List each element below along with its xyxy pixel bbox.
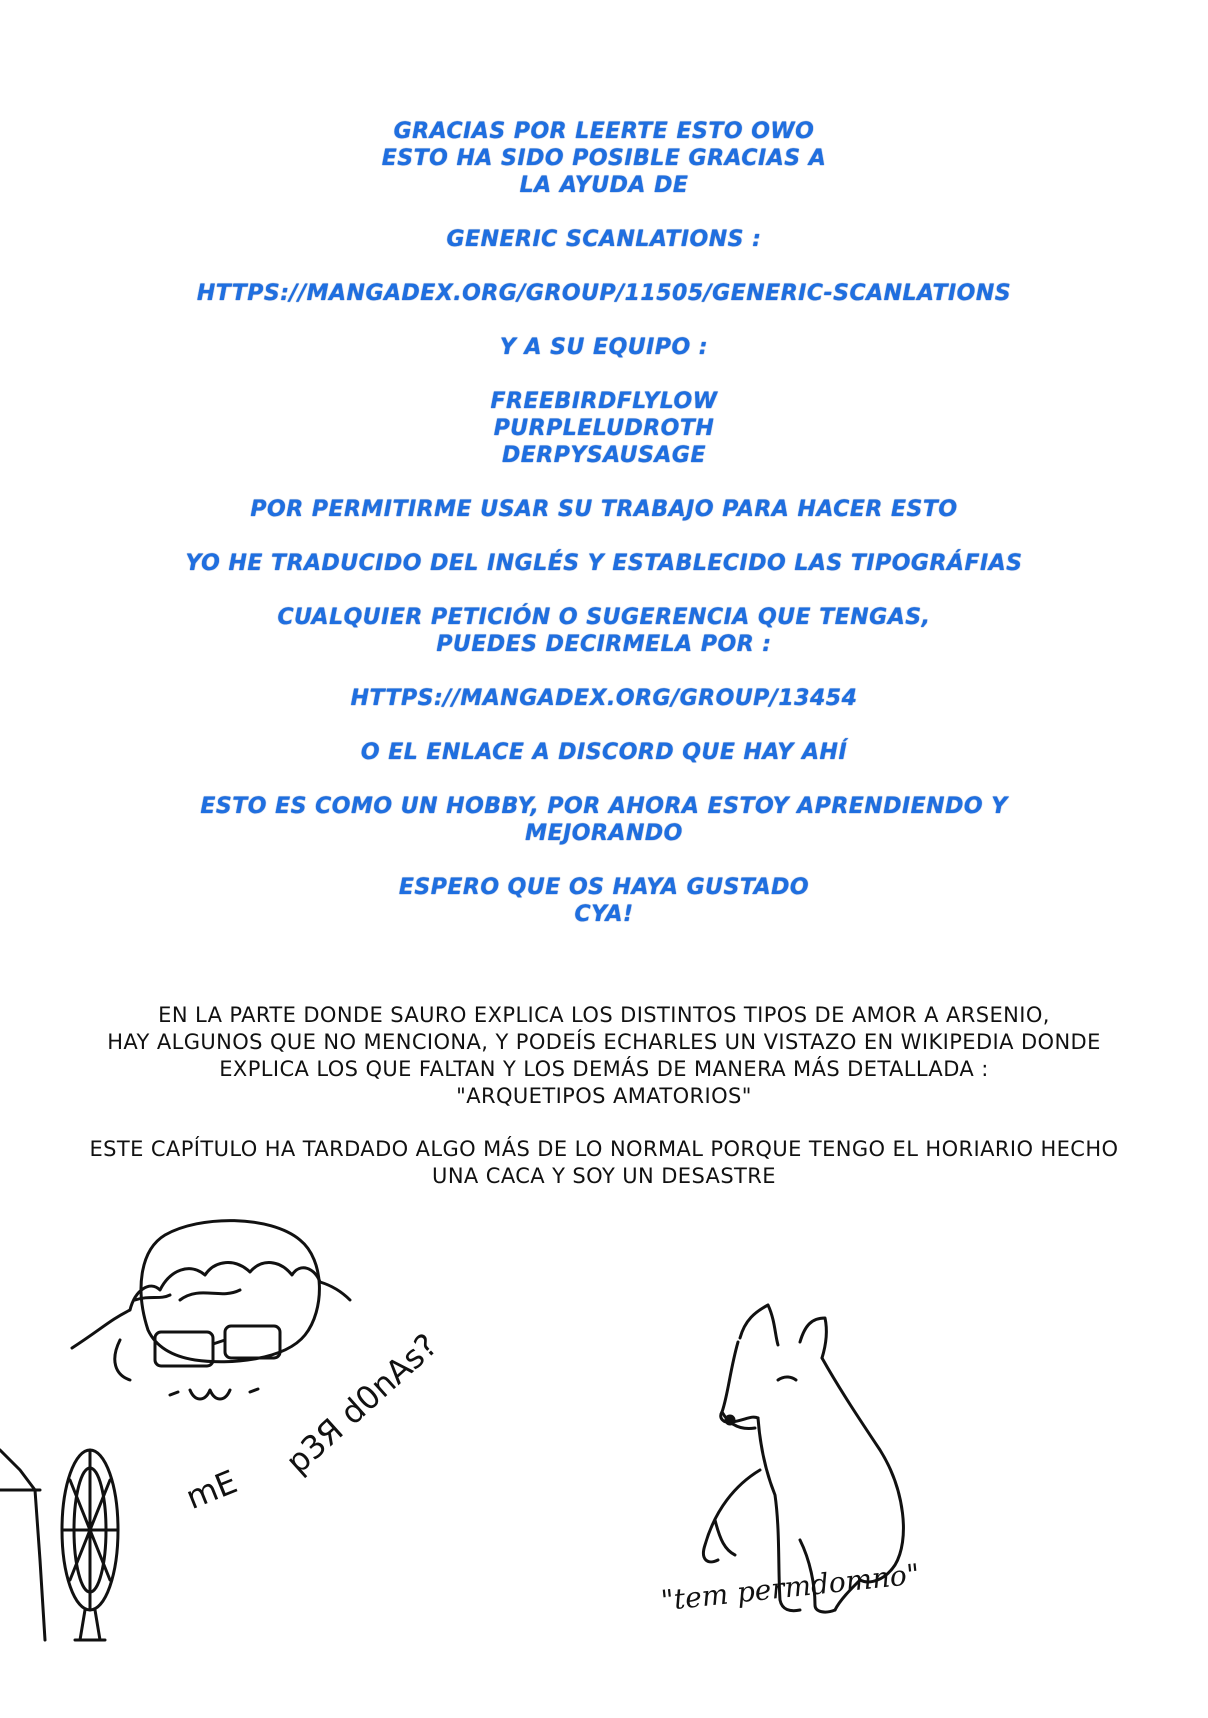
note-delay [0, 1136, 1208, 1190]
face-caption-part2: p3Я d0nAs? [278, 1326, 445, 1482]
thanks-line: GRACIAS POR LEERTE ESTO OWO [393, 119, 815, 144]
closing-line: ESPERO QUE OS HAYA GUSTADO [398, 875, 810, 900]
closing-paragraph [0, 874, 1208, 928]
hobby-line: ESTO ES COMO UN HOBBY, POR AHORA ESTOY APRENDIENDO Y [200, 794, 1008, 819]
hobby-paragraph [0, 793, 1208, 847]
notes-block [0, 1002, 1208, 1216]
contact-url: HTTPS://MANGADEX.ORG/GROUP/13454 [350, 686, 858, 711]
requests-line: CUALQUIER PETICIÓN O SUGERENCIA QUE TENGAS, [277, 605, 931, 630]
team-label: Y A SU EQUIPO : [499, 335, 709, 360]
requests-paragraph [0, 604, 1208, 658]
credits-block [0, 118, 1208, 955]
permission-line: POR PERMITIRME USAR SU TRABAJO PARA HACER ESTO [250, 497, 958, 522]
thanks-line: ESTO HA SIDO POSIBLE GRACIAS A [381, 146, 827, 171]
translation-line: YO HE TRADUCIDO DEL INGLÉS Y ESTABLECIDO LAS TIPOGRÁFIAS [185, 551, 1023, 576]
team-list [0, 388, 1208, 469]
note-line: EXPLICA LOS QUE FALTAN Y LOS DEMÁS DE MANERA MÁS DETALLADA : [219, 1057, 989, 1081]
note-love-types [0, 1002, 1208, 1110]
requests-line: PUEDES DECIRMELA POR : [436, 632, 772, 657]
note-line: HAY ALGUNOS QUE NO MENCIONA, Y PODEÍS ECHARLES UN VISTAZO EN WIKIPEDIA DONDE [107, 1030, 1101, 1054]
hobby-line: MEJORANDO [525, 821, 683, 846]
discord-line: O EL ENLACE A DISCORD QUE HAY AHÍ [360, 740, 848, 765]
face-caption-part1: mE [180, 1462, 243, 1517]
team-member: FREEBIRDFLYLOW [490, 389, 718, 414]
dog-caption: "tem permdomno" [659, 1557, 922, 1618]
dog-doodle [703, 1305, 903, 1612]
team-member: PURPLELUDROTH [493, 416, 715, 441]
note-line: EN LA PARTE DONDE SAURO EXPLICA LOS DISTINTOS TIPOS DE AMOR A ARSENIO, [158, 1003, 1050, 1027]
note-line: ESTE CAPÍTULO HA TARDADO ALGO MÁS DE LO NORMAL PORQUE TENGO EL HORIARIO HECHO [89, 1137, 1119, 1161]
thanks-paragraph [0, 118, 1208, 199]
face-doodle [72, 1221, 350, 1399]
fan-doodle [0, 1450, 118, 1640]
note-line: "ARQUETIPOS AMATORIOS" [456, 1084, 752, 1108]
team-member: DERPYSAUSAGE [502, 443, 706, 468]
thanks-line: LA AYUDA DE [519, 173, 689, 198]
group-url: HTTPS://MANGADEX.ORG/GROUP/11505/GENERIC-SCANLATIONS [196, 281, 1012, 306]
closing-line: CYA! [574, 902, 634, 927]
group-label: GENERIC SCANLATIONS : [446, 227, 762, 252]
note-line: UNA CACA Y SOY UN DESASTRE [432, 1164, 776, 1188]
